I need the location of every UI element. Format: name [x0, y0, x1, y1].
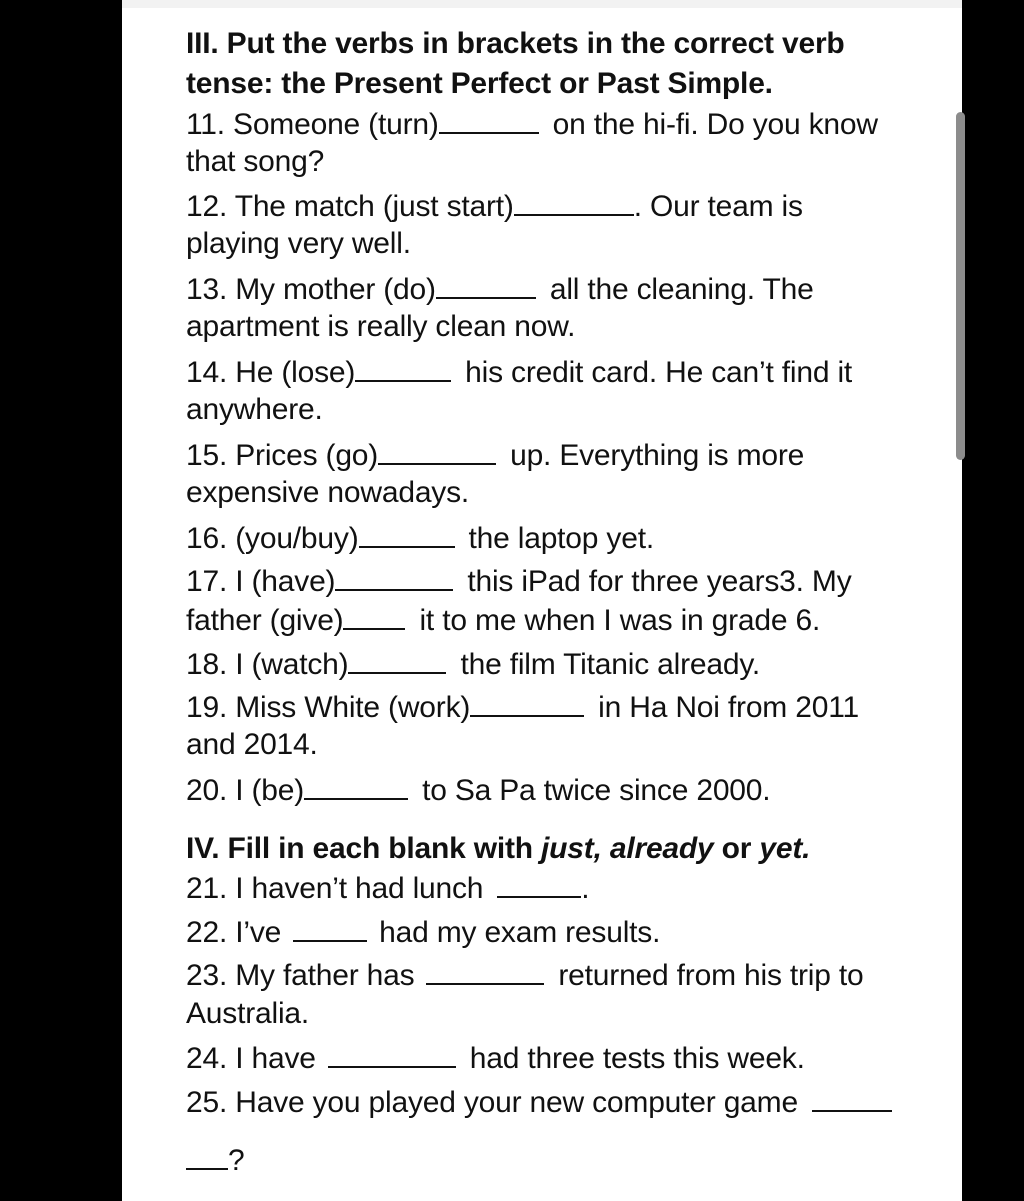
heading-keywords: just, already	[541, 832, 714, 865]
answer-blank[interactable]	[348, 646, 446, 674]
answer-blank[interactable]	[304, 772, 408, 800]
exercise-item-23	[186, 957, 864, 994]
answer-blank[interactable]	[378, 437, 496, 465]
section-3-heading-line-2: tense: the Present Perfect or Past Simple.	[186, 67, 773, 100]
item-continuation: up. Everything is more	[510, 439, 805, 472]
exercise-item-16	[186, 520, 654, 557]
right-black-margin	[962, 0, 1024, 1201]
item-19-line-2: and 2014.	[186, 728, 318, 761]
answer-blank[interactable]	[812, 1084, 892, 1112]
item-continuation: on the hi-fi. Do you know	[552, 108, 878, 141]
exercise-item-15	[186, 437, 804, 474]
answer-blank[interactable]	[426, 957, 544, 985]
item-prompt: 25. Have you played your new computer game	[186, 1086, 798, 1119]
exercise-item-24	[186, 1040, 805, 1077]
item-prompt: 15. Prices (go)	[186, 439, 379, 472]
item-prompt: 20. I (be)	[186, 774, 305, 807]
item-prompt: 16. (you/buy)	[186, 522, 359, 555]
item-continuation: . Our team is	[633, 190, 803, 223]
exercise-item-20	[186, 772, 770, 809]
exercise-item-17	[186, 563, 852, 600]
item-question-mark: ?	[228, 1144, 245, 1177]
exercise-item-21	[186, 870, 589, 907]
item-13-line-2: apartment is really clean now.	[186, 310, 576, 343]
item-prompt: 17. I (have)	[186, 565, 336, 598]
item-prompt: 14. He (lose)	[186, 356, 356, 389]
item-prompt: 11. Someone (turn)	[186, 108, 439, 141]
item-prompt: 12. The match (just start)	[186, 190, 514, 223]
item-prompt: 24. I have	[186, 1042, 316, 1075]
exercise-item-25	[186, 1084, 892, 1121]
scrollbar-thumb[interactable]	[956, 112, 965, 460]
answer-blank[interactable]	[497, 870, 581, 898]
answer-blank[interactable]	[359, 520, 455, 548]
item-continuation: the film Titanic already.	[460, 648, 761, 681]
answer-blank[interactable]	[436, 271, 536, 299]
item-prompt: 23. My father has	[186, 959, 415, 992]
exercise-item-18	[186, 646, 760, 683]
item-17-line-2	[186, 602, 820, 639]
item-25-line-2	[186, 1142, 245, 1179]
exercise-item-13	[186, 271, 814, 308]
item-continuation: had three tests this week.	[469, 1042, 805, 1075]
answer-blank[interactable]	[328, 1040, 456, 1068]
item-continuation: this iPad for three years3. My	[467, 565, 852, 598]
answer-blank[interactable]	[343, 602, 405, 630]
exercise-item-19	[186, 689, 859, 726]
item-23-line-2: Australia.	[186, 997, 310, 1030]
item-prompt: 22. I’ve	[186, 916, 282, 949]
item-15-line-2: expensive nowadays.	[186, 476, 470, 509]
item-continuation: .	[581, 872, 590, 905]
exercise-item-14	[186, 354, 852, 391]
page-top-edge	[122, 0, 962, 8]
heading-text: IV. Fill in each blank with	[186, 832, 542, 865]
item-prompt: 19. Miss White (work)	[186, 691, 471, 724]
item-prompt: 18. I (watch)	[186, 648, 349, 681]
item-14-line-2: anywhere.	[186, 393, 323, 426]
exercise-item-22	[186, 914, 660, 951]
exercise-item-11	[186, 106, 878, 143]
heading-or: or	[713, 832, 760, 865]
answer-blank[interactable]	[439, 106, 539, 134]
item-12-line-2: playing very well.	[186, 227, 411, 260]
item-continuation: in Ha Noi from 2011	[598, 691, 859, 724]
left-black-margin	[0, 0, 122, 1201]
answer-blank[interactable]	[293, 914, 367, 942]
item-continuation: returned from his trip to	[558, 959, 864, 992]
item-continuation: to Sa Pa twice since 2000.	[422, 774, 771, 807]
section-4-heading	[186, 831, 810, 867]
item-11-line-2: that song?	[186, 145, 325, 178]
section-3-heading-line-1: III. Put the verbs in brackets in the correct verb	[186, 27, 845, 60]
item-continuation: it to me when I was in grade 6.	[419, 604, 821, 637]
item-prompt: 13. My mother (do)	[186, 273, 436, 306]
item-prompt: father (give)	[186, 604, 344, 637]
item-prompt: 21. I haven’t had lunch	[186, 872, 484, 905]
answer-blank[interactable]	[355, 354, 451, 382]
exercise-item-12	[186, 188, 803, 225]
answer-blank[interactable]	[470, 689, 584, 717]
answer-blank[interactable]	[335, 563, 453, 591]
heading-keyword-yet: yet.	[759, 832, 811, 865]
item-continuation: had my exam results.	[379, 916, 661, 949]
item-continuation: his credit card. He can’t find it	[465, 356, 853, 389]
answer-blank-continued[interactable]	[186, 1142, 228, 1170]
item-continuation: the laptop yet.	[468, 522, 654, 555]
item-continuation: all the cleaning. The	[549, 273, 814, 306]
answer-blank[interactable]	[514, 188, 634, 216]
